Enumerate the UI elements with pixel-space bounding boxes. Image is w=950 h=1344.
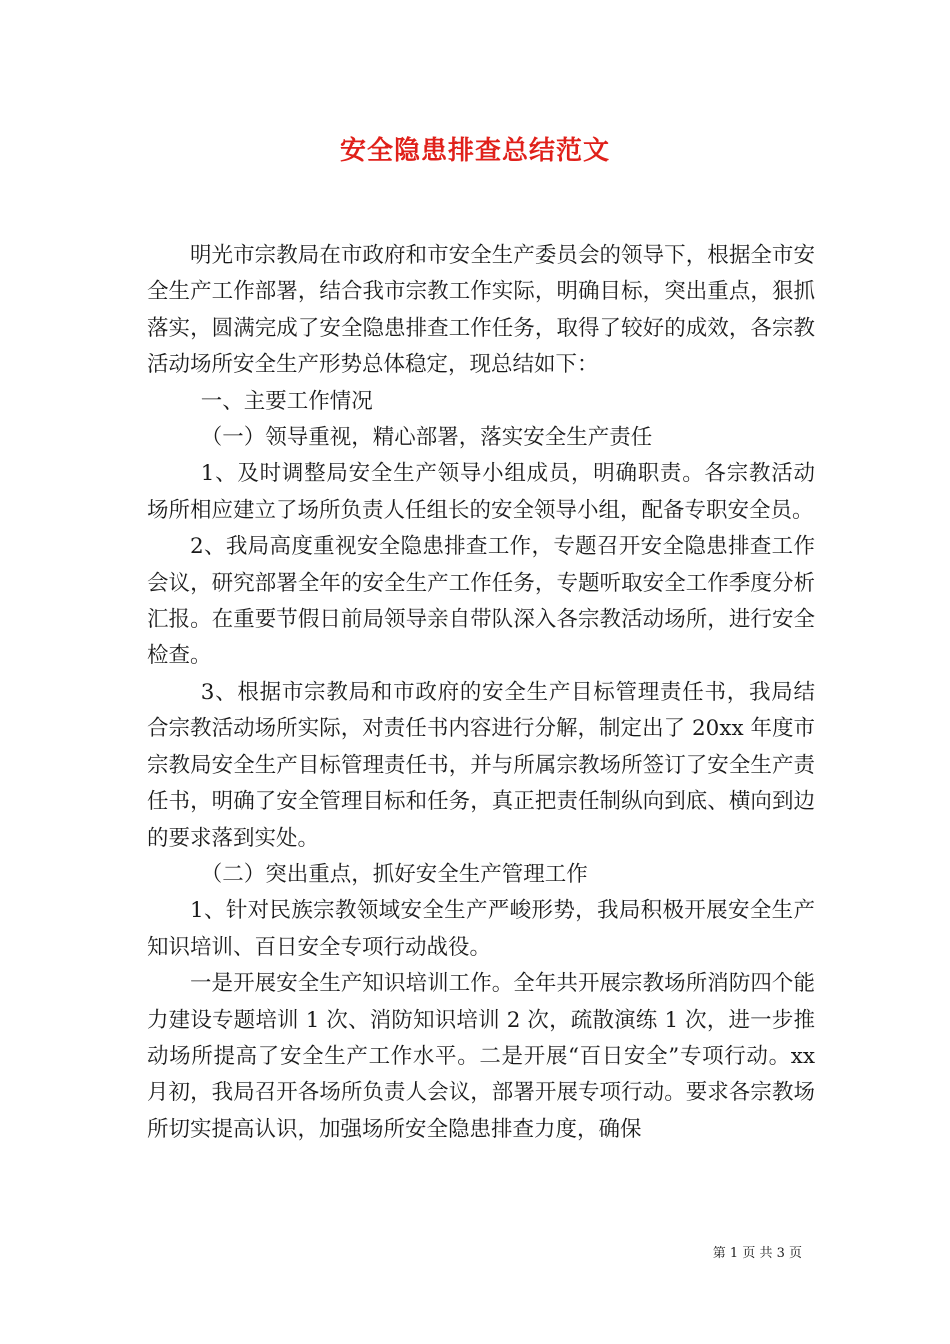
page-number: 第 1 页 共 3 页 — [712, 1246, 802, 1261]
subheading-2: （二）突出重点，抓好安全生产管理工作 — [200, 861, 588, 887]
paragraph-item-5: 一是开展安全生产知识培训工作。全年共开展宗教场所消防四个能力建设专题培训 1 次、消防知识培训 2 次，疏散演练 1 次，进一步推动场所提高了安全生产工作水平。二是开展“百日安全”专项行动。xx 月初，我局召开各场所负责人会议，部署开展专项行动。要求各宗教场所切实提高认识，加强场所安全隐患排查力度，确保 — [147, 971, 815, 1142]
paragraph-intro: 明光市宗教局在市政府和市安全生产委员会的领导下，根据全市安全生产工作部署，结合我市宗教工作实际，明确目标，突出重点，狠抓落实，圆满完成了安全隐患排查工作任务，取得了较好的成效，各宗教活动场所安全生产形势总体稳定，现总结如下： — [147, 243, 815, 378]
document-title: 安全隐患排查总结范文 — [339, 136, 610, 166]
document-body — [147, 238, 815, 1148]
heading-section-1: 一、主要工作情况 — [200, 388, 373, 414]
paragraph-item-4: 1、针对民族宗教领域安全生产严峻形势，我局积极开展安全生产知识培训、百日安全专项行动战役。 — [147, 898, 815, 960]
paragraph-item-3: 3、根据市宗教局和市政府的安全生产目标管理责任书，我局结合宗教活动场所实际，对责任书内容进行分解，制定出了 20xx 年度市宗教局安全生产目标管理责任书，并与所属宗教场所签订了安全生产责任书，明确了安全管理目标和任务，真正把责任制纵向到底、横向到边的要求落到实处。 — [147, 679, 815, 851]
paragraph-item-1: 1、及时调整局安全生产领导小组成员，明确职责。各宗教活动场所相应建立了场所负责人任组长的安全领导小组，配备专职安全员。 — [147, 461, 815, 523]
paragraph-item-2: 2、我局高度重视安全隐患排查工作，专题召开安全隐患排查工作会议，研究部署全年的安全生产工作任务，专题听取安全工作季度分析汇报。在重要节假日前局领导亲自带队深入各宗教活动场所，进行安全检查。 — [147, 534, 815, 669]
subheading-1: （一）领导重视，精心部署，落实安全生产责任 — [200, 425, 653, 451]
